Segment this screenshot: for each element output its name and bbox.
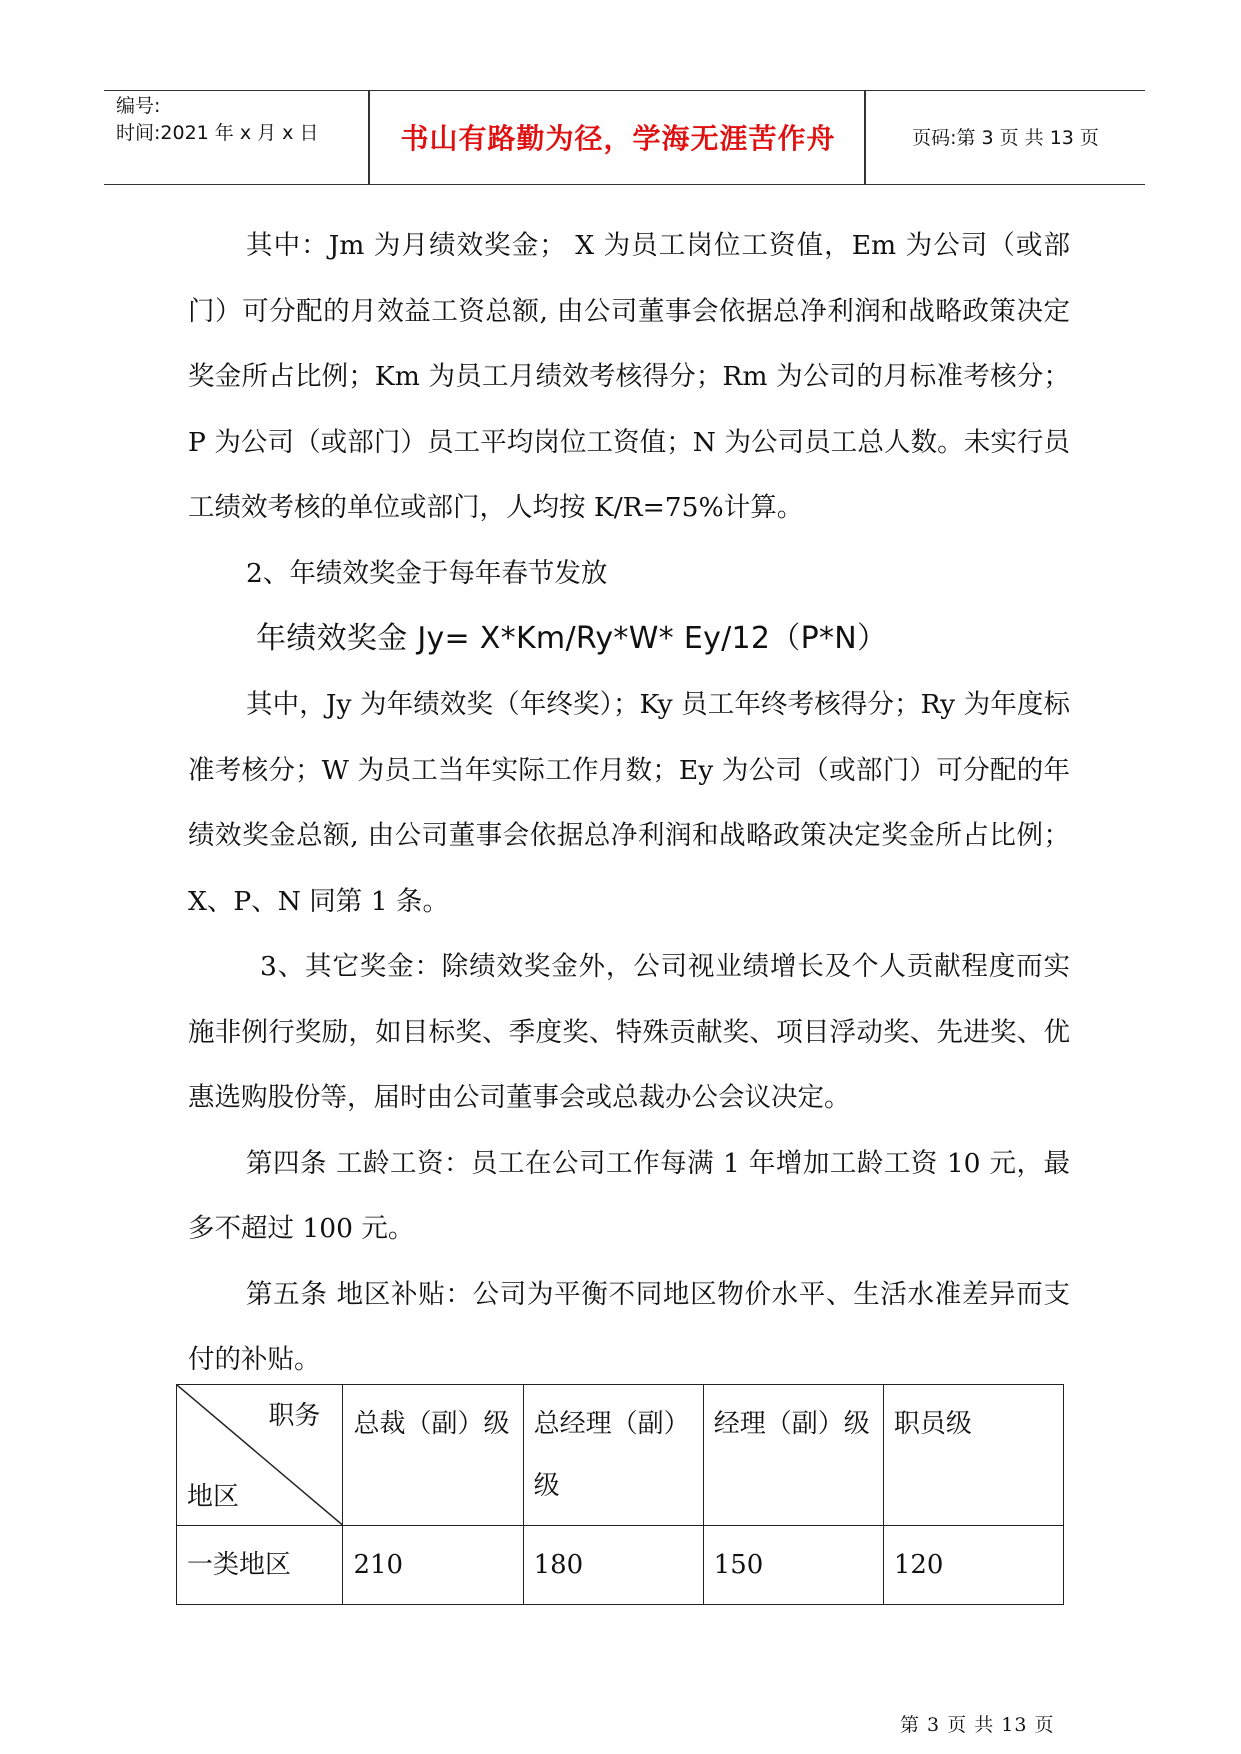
table-cell: 120: [883, 1526, 1063, 1605]
corner-label-position: 职务: [268, 1401, 321, 1431]
number-label: 编号:: [116, 95, 161, 117]
table-cell: 180: [523, 1526, 703, 1605]
page-header: [104, 90, 1145, 185]
header-divider: [368, 91, 370, 184]
page-footer: 第 3 页 共 13 页: [900, 1714, 1055, 1736]
header-motto: 书山有路勤为径，学海无涯苦作舟: [400, 122, 836, 155]
table-header-cell: 总裁（副）级: [343, 1385, 523, 1526]
annual-bonus-formula: 年绩效奖金 Jy= X*Km/Ry*W* Ey/12（P*N）: [256, 621, 888, 656]
paragraph-monthly-bonus-explanation: 其中：Jm 为月绩效奖金； X 为员工岗位工资值，Em 为公司（或部门）可分配的月效益工资总额, 由公司董事会依据总净利润和战略政策决定奖金所占比例；Km 为员工月绩效考核得分；Rm 为公司的月标准考核分；P 为公司（或部门）员工平均岗位工资值；N 为公司员工总人数。未实行员工绩效考核的单位或部门，人均按 K/R=75%计算。: [188, 230, 1070, 523]
table-cell: 150: [703, 1526, 883, 1605]
time-label: 时间:2021 年 x 月 x 日: [116, 122, 319, 144]
paragraph-seniority-pay: 第四条 工龄工资：员工在公司工作每满 1 年增加工龄工资 10 元，最多不超过 100 元。: [188, 1147, 1070, 1244]
table-header-cell: 职员级: [883, 1385, 1063, 1526]
table-corner-cell: [177, 1385, 343, 1526]
table-header-row: [177, 1385, 1064, 1526]
paragraph-regional-subsidy: 第五条 地区补贴：公司为平衡不同地区物价水平、生活水准差异而支付的补贴。: [188, 1278, 1070, 1375]
regional-subsidy-table: [176, 1384, 1064, 1605]
paragraph-other-bonus: 3、其它奖金：除绩效奖金外，公司视业绩增长及个人贡献程度而实施非例行奖励，如目标奖、季度奖、特殊贡献奖、项目浮动奖、先进奖、优惠选购股份等，届时由公司董事会或总裁办公会议决定。: [188, 951, 1070, 1113]
paragraph-annual-bonus-explanation: 其中，Jy 为年绩效奖（年终奖）；Ky 员工年终考核得分；Ry 为年度标准考核分；W 为员工当年实际工作月数；Ey 为公司（或部门）可分配的年绩效奖金总额, 由公司董事会依据总净利润和战略政策决定奖金所占比例；X、P、N 同第 1 条。: [188, 689, 1070, 917]
table-cell: 210: [343, 1526, 523, 1605]
header-meta: [116, 93, 366, 147]
document-body: [188, 213, 1070, 1393]
table-row: [177, 1526, 1064, 1605]
table-header-cell: 经理（副）级: [703, 1385, 883, 1526]
corner-label-region: 地区: [187, 1482, 240, 1512]
header-page-code: 页码:第 3 页 共 13 页: [912, 127, 1099, 149]
table-row-region: 一类地区: [177, 1526, 343, 1605]
paragraph-annual-bonus-heading: 2、年绩效奖金于每年春节发放: [246, 557, 608, 589]
table-header-cell: 总经理（副）级: [523, 1385, 703, 1526]
